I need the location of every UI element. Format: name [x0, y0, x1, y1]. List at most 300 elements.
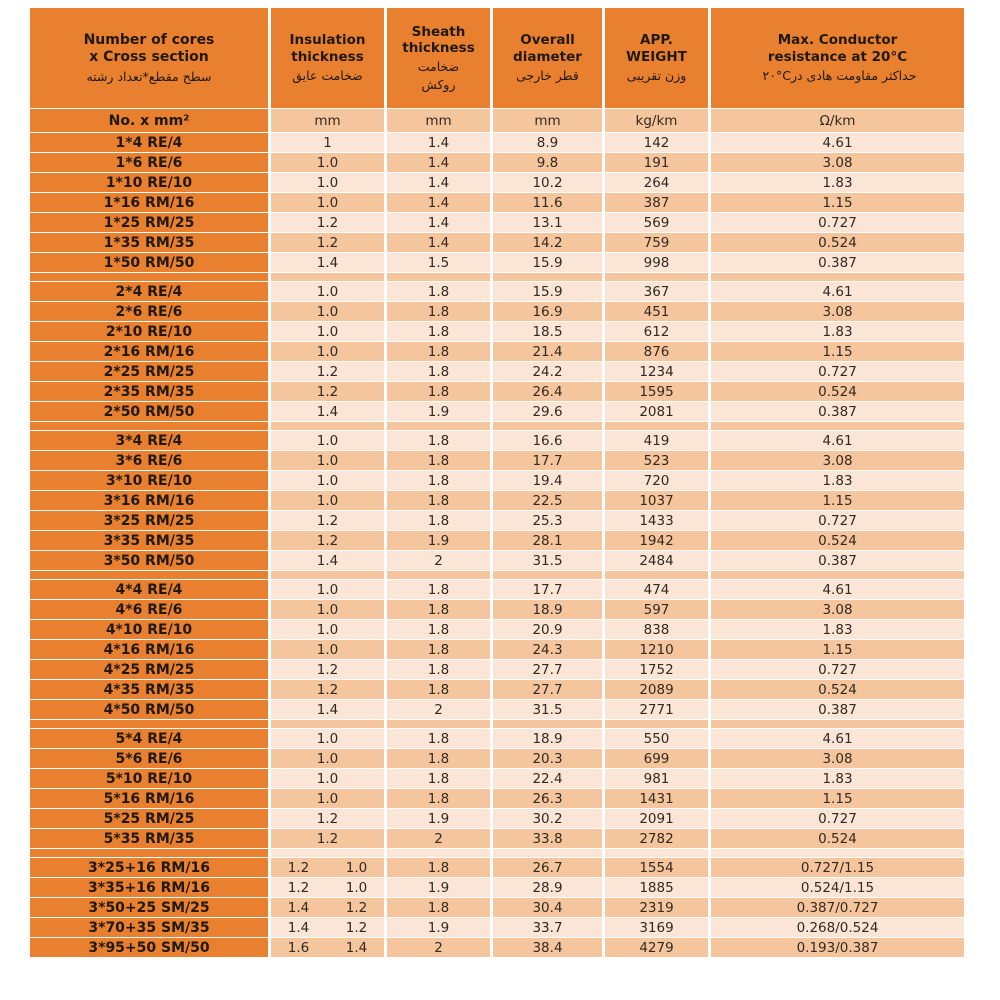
- column-header-4: [493, 8, 602, 108]
- resistance-value: 4.61: [711, 133, 964, 152]
- diameter-value: 15.9: [493, 253, 602, 272]
- resistance-value: 0.727: [711, 213, 964, 232]
- sheath-value: 1.8: [387, 431, 490, 450]
- weight-value: 550: [605, 729, 708, 748]
- resistance-value: 0.727/1.15: [711, 858, 964, 877]
- insulation-split-cell: [271, 938, 384, 957]
- group-spacer-row: [30, 273, 964, 281]
- cable-row: [30, 173, 964, 192]
- header-persian-label: حداکثر مقاومت هادی در ٢٠°C: [758, 68, 917, 84]
- resistance-value: 3.08: [711, 451, 964, 470]
- insulation-value: 1.0: [271, 302, 384, 321]
- cable-row: [30, 402, 964, 421]
- sheath-value: 1.9: [387, 531, 490, 550]
- cable-row: [30, 878, 964, 897]
- cable-row: [30, 829, 964, 848]
- spacer-cell: [30, 273, 268, 281]
- cable-row: [30, 858, 964, 877]
- insulation-value: 1.0: [271, 451, 384, 470]
- sheath-value: 1.4: [387, 153, 490, 172]
- sheath-value: 1.9: [387, 402, 490, 421]
- weight-value: 876: [605, 342, 708, 361]
- resistance-value: 3.08: [711, 153, 964, 172]
- resistance-value: 0.524: [711, 829, 964, 848]
- cable-name-cell: 5*35 RM/35: [30, 829, 268, 848]
- header-persian-label: سطح مقطع*تعداد رشته: [86, 68, 212, 84]
- cable-name-cell: 5*4 RE/4: [30, 729, 268, 748]
- diameter-value: 19.4: [493, 471, 602, 490]
- resistance-value: 4.61: [711, 282, 964, 301]
- weight-value: 759: [605, 233, 708, 252]
- diameter-value: 30.4: [493, 898, 602, 917]
- header-english-label: Number of cores: [83, 31, 215, 48]
- sheath-value: 2: [387, 938, 490, 957]
- sheath-value: 1.9: [387, 918, 490, 937]
- cable-name-cell: 3*10 RE/10: [30, 471, 268, 490]
- weight-value: 191: [605, 153, 708, 172]
- cable-row: [30, 640, 964, 659]
- sheath-value: 1.8: [387, 511, 490, 530]
- diameter-value: 27.7: [493, 680, 602, 699]
- weight-value: 981: [605, 769, 708, 788]
- weight-value: 1885: [605, 878, 708, 897]
- spacer-cell: [711, 273, 964, 281]
- insulation-value: 1.0: [271, 431, 384, 450]
- cable-row: [30, 809, 964, 828]
- weight-value: 264: [605, 173, 708, 192]
- insulation-value: 1.0: [271, 789, 384, 808]
- resistance-value: 0.387: [711, 253, 964, 272]
- insulation-value: 1.0: [271, 322, 384, 341]
- sheath-value: 1.4: [387, 193, 490, 212]
- header-persian-label: ضخامت: [417, 59, 460, 75]
- diameter-value: 18.5: [493, 322, 602, 341]
- weight-value: 2771: [605, 700, 708, 719]
- sheath-value: 1.8: [387, 322, 490, 341]
- diameter-value: 18.9: [493, 729, 602, 748]
- cable-name-cell: 2*50 RM/50: [30, 402, 268, 421]
- sheath-value: 2: [387, 700, 490, 719]
- insulation-split-cell: [271, 898, 384, 917]
- cable-row: [30, 322, 964, 341]
- header-english-label: Sheath: [411, 23, 466, 40]
- cable-row: [30, 133, 964, 152]
- diameter-value: 20.3: [493, 749, 602, 768]
- header-english-label: x Cross section: [89, 49, 209, 66]
- weight-value: 1433: [605, 511, 708, 530]
- header-english-label: APP.: [640, 32, 673, 49]
- spacer-cell: [711, 849, 964, 857]
- cable-row: [30, 362, 964, 381]
- cable-name-cell: 1*35 RM/35: [30, 233, 268, 252]
- resistance-value: 0.524/1.15: [711, 878, 964, 897]
- units-row: [30, 109, 964, 132]
- insulation-phase-value: 1.4: [287, 919, 310, 936]
- cable-name-cell: 5*25 RM/25: [30, 809, 268, 828]
- header-persian-label: قطر خارجی: [516, 68, 579, 84]
- cable-name-cell: 3*4 RE/4: [30, 431, 268, 450]
- resistance-value: 4.61: [711, 580, 964, 599]
- cable-name-cell: 1*16 RM/16: [30, 193, 268, 212]
- cable-name-cell: 4*35 RM/35: [30, 680, 268, 699]
- unit-cell-2: mm: [271, 109, 384, 132]
- resistance-value: 0.524: [711, 233, 964, 252]
- cable-name-cell: 2*6 RE/6: [30, 302, 268, 321]
- weight-value: 3169: [605, 918, 708, 937]
- cable-row: [30, 342, 964, 361]
- insulation-value: 1.2: [271, 660, 384, 679]
- cable-row: [30, 531, 964, 550]
- resistance-value: 1.15: [711, 491, 964, 510]
- sheath-value: 1.8: [387, 858, 490, 877]
- spacer-cell: [387, 571, 490, 579]
- spacer-cell: [711, 422, 964, 430]
- diameter-value: 21.4: [493, 342, 602, 361]
- cable-name-cell: 1*6 RE/6: [30, 153, 268, 172]
- resistance-value: 0.727: [711, 809, 964, 828]
- sheath-value: 1.8: [387, 282, 490, 301]
- cable-name-cell: 2*16 RM/16: [30, 342, 268, 361]
- cable-row: [30, 729, 964, 748]
- weight-value: 1752: [605, 660, 708, 679]
- diameter-value: 17.7: [493, 580, 602, 599]
- diameter-value: 26.3: [493, 789, 602, 808]
- insulation-neutral-value: 1.4: [345, 939, 368, 956]
- sheath-value: 1.8: [387, 600, 490, 619]
- insulation-value: 1.4: [271, 700, 384, 719]
- insulation-phase-value: 1.2: [287, 859, 310, 876]
- insulation-split-cell: [271, 878, 384, 897]
- column-header-5: [605, 8, 708, 108]
- insulation-value: 1.2: [271, 213, 384, 232]
- cable-row: [30, 302, 964, 321]
- diameter-value: 13.1: [493, 213, 602, 232]
- weight-value: 474: [605, 580, 708, 599]
- weight-value: 387: [605, 193, 708, 212]
- insulation-value: 1.4: [271, 402, 384, 421]
- sheath-value: 1.8: [387, 302, 490, 321]
- spacer-cell: [605, 273, 708, 281]
- sheath-value: 1.5: [387, 253, 490, 272]
- weight-value: 2091: [605, 809, 708, 828]
- cable-name-cell: 3*50 RM/50: [30, 551, 268, 570]
- weight-value: 1554: [605, 858, 708, 877]
- insulation-value: 1.0: [271, 342, 384, 361]
- cable-name-cell: 1*50 RM/50: [30, 253, 268, 272]
- insulation-split-cell: [271, 858, 384, 877]
- spacer-cell: [387, 720, 490, 728]
- sheath-value: 1.8: [387, 769, 490, 788]
- cable-row: [30, 233, 964, 252]
- diameter-value: 16.6: [493, 431, 602, 450]
- weight-value: 1431: [605, 789, 708, 808]
- insulation-value: 1.2: [271, 680, 384, 699]
- cable-row: [30, 551, 964, 570]
- sheath-value: 1.9: [387, 809, 490, 828]
- group-spacer-row: [30, 720, 964, 728]
- unit-cell-3: mm: [387, 109, 490, 132]
- diameter-value: 27.7: [493, 660, 602, 679]
- spacer-cell: [605, 422, 708, 430]
- cable-row: [30, 898, 964, 917]
- sheath-value: 1.9: [387, 878, 490, 897]
- insulation-value: 1.2: [271, 382, 384, 401]
- insulation-value: 1.2: [271, 511, 384, 530]
- cable-name-cell: 3*70+35 SM/35: [30, 918, 268, 937]
- sheath-value: 2: [387, 829, 490, 848]
- resistance-value: 0.524: [711, 680, 964, 699]
- insulation-value: 1.0: [271, 491, 384, 510]
- cable-name-cell: 3*6 RE/6: [30, 451, 268, 470]
- weight-value: 2319: [605, 898, 708, 917]
- unit-cell-6: Ω/km: [711, 109, 964, 132]
- diameter-value: 22.5: [493, 491, 602, 510]
- weight-value: 998: [605, 253, 708, 272]
- spacer-cell: [493, 273, 602, 281]
- spacer-cell: [30, 571, 268, 579]
- spacer-cell: [605, 720, 708, 728]
- weight-value: 1210: [605, 640, 708, 659]
- cable-name-cell: 2*25 RM/25: [30, 362, 268, 381]
- cable-name-cell: 3*50+25 SM/25: [30, 898, 268, 917]
- cable-name-cell: 3*95+50 SM/50: [30, 938, 268, 957]
- weight-value: 1234: [605, 362, 708, 381]
- resistance-value: 1.83: [711, 322, 964, 341]
- group-spacer-row: [30, 422, 964, 430]
- cable-row: [30, 749, 964, 768]
- spacer-cell: [387, 422, 490, 430]
- weight-value: 367: [605, 282, 708, 301]
- insulation-value: 1.0: [271, 173, 384, 192]
- cable-row: [30, 511, 964, 530]
- insulation-value: 1.4: [271, 551, 384, 570]
- cable-name-cell: 1*4 RE/4: [30, 133, 268, 152]
- cable-row: [30, 431, 964, 450]
- insulation-neutral-value: 1.0: [345, 859, 368, 876]
- weight-value: 720: [605, 471, 708, 490]
- spacer-cell: [271, 720, 384, 728]
- cable-row: [30, 451, 964, 470]
- column-header-2: [271, 8, 384, 108]
- header-english-label: Max. Conductor: [777, 32, 898, 49]
- diameter-value: 24.3: [493, 640, 602, 659]
- spacer-cell: [605, 849, 708, 857]
- resistance-value: 0.387: [711, 402, 964, 421]
- spacer-cell: [387, 849, 490, 857]
- resistance-value: 1.15: [711, 640, 964, 659]
- diameter-value: 33.7: [493, 918, 602, 937]
- spacer-cell: [387, 273, 490, 281]
- diameter-value: 10.2: [493, 173, 602, 192]
- diameter-value: 17.7: [493, 451, 602, 470]
- cable-row: [30, 680, 964, 699]
- sheath-value: 1.4: [387, 133, 490, 152]
- sheath-value: 1.8: [387, 789, 490, 808]
- header-english-label: Overall: [520, 32, 575, 49]
- cable-row: [30, 382, 964, 401]
- weight-value: 2089: [605, 680, 708, 699]
- sheath-value: 1.8: [387, 620, 490, 639]
- weight-value: 597: [605, 600, 708, 619]
- insulation-value: 1.2: [271, 809, 384, 828]
- diameter-value: 33.8: [493, 829, 602, 848]
- diameter-value: 11.6: [493, 193, 602, 212]
- resistance-value: 1.15: [711, 342, 964, 361]
- sheath-value: 1.8: [387, 382, 490, 401]
- insulation-value: 1.2: [271, 829, 384, 848]
- spacer-cell: [271, 849, 384, 857]
- insulation-phase-value: 1.4: [287, 899, 310, 916]
- insulation-value: 1.2: [271, 531, 384, 550]
- cable-name-cell: 4*6 RE/6: [30, 600, 268, 619]
- resistance-value: 1.83: [711, 173, 964, 192]
- sheath-value: 1.8: [387, 640, 490, 659]
- cable-row: [30, 938, 964, 957]
- resistance-value: 1.15: [711, 789, 964, 808]
- diameter-value: 8.9: [493, 133, 602, 152]
- weight-value: 1942: [605, 531, 708, 550]
- spacer-cell: [271, 571, 384, 579]
- resistance-value: 1.83: [711, 620, 964, 639]
- insulation-phase-value: 1.2: [287, 879, 310, 896]
- insulation-value: 1.4: [271, 253, 384, 272]
- weight-value: 612: [605, 322, 708, 341]
- diameter-value: 24.2: [493, 362, 602, 381]
- weight-value: 142: [605, 133, 708, 152]
- insulation-value: 1.2: [271, 362, 384, 381]
- insulation-phase-value: 1.6: [287, 939, 310, 956]
- header-english-label: diameter: [513, 49, 582, 66]
- unit-cell-5: kg/km: [605, 109, 708, 132]
- spacer-cell: [271, 273, 384, 281]
- column-header-3: [387, 8, 490, 108]
- insulation-value: 1.0: [271, 620, 384, 639]
- table-header-row: [30, 8, 964, 108]
- resistance-value: 0.387: [711, 700, 964, 719]
- header-english-label: Insulation: [289, 32, 366, 49]
- insulation-value: 1: [271, 133, 384, 152]
- weight-value: 2782: [605, 829, 708, 848]
- resistance-value: 3.08: [711, 600, 964, 619]
- resistance-value: 0.524: [711, 531, 964, 550]
- header-persian-label: وزن تقریبی: [626, 68, 687, 84]
- resistance-value: 0.524: [711, 382, 964, 401]
- resistance-value: 1.15: [711, 193, 964, 212]
- weight-value: 419: [605, 431, 708, 450]
- diameter-value: 16.9: [493, 302, 602, 321]
- cable-name-cell: 5*16 RM/16: [30, 789, 268, 808]
- cable-row: [30, 213, 964, 232]
- column-header-6: [711, 8, 964, 108]
- resistance-value: 0.387/0.727: [711, 898, 964, 917]
- insulation-neutral-value: 1.0: [345, 879, 368, 896]
- resistance-value: 1.83: [711, 769, 964, 788]
- cable-name-cell: 1*10 RE/10: [30, 173, 268, 192]
- unit-cell-1: No. x mm²: [30, 109, 268, 132]
- weight-value: 2081: [605, 402, 708, 421]
- spacer-cell: [711, 720, 964, 728]
- sheath-value: 1.8: [387, 898, 490, 917]
- spacer-cell: [605, 571, 708, 579]
- cable-name-cell: 1*25 RM/25: [30, 213, 268, 232]
- group-spacer-row: [30, 849, 964, 857]
- spacer-cell: [271, 422, 384, 430]
- insulation-neutral-value: 1.2: [345, 919, 368, 936]
- cable-row: [30, 471, 964, 490]
- resistance-value: 0.193/0.387: [711, 938, 964, 957]
- insulation-value: 1.0: [271, 580, 384, 599]
- insulation-neutral-value: 1.2: [345, 899, 368, 916]
- sheath-value: 1.4: [387, 213, 490, 232]
- insulation-value: 1.0: [271, 153, 384, 172]
- diameter-value: 18.9: [493, 600, 602, 619]
- spacer-cell: [30, 849, 268, 857]
- header-english-label: thickness: [291, 49, 364, 66]
- spacer-cell: [493, 571, 602, 579]
- diameter-value: 31.5: [493, 700, 602, 719]
- insulation-value: 1.2: [271, 233, 384, 252]
- insulation-value: 1.0: [271, 600, 384, 619]
- resistance-value: 0.727: [711, 362, 964, 381]
- weight-value: 1595: [605, 382, 708, 401]
- weight-value: 699: [605, 749, 708, 768]
- cable-name-cell: 4*25 RM/25: [30, 660, 268, 679]
- diameter-value: 29.6: [493, 402, 602, 421]
- sheath-value: 1.8: [387, 660, 490, 679]
- spacer-cell: [493, 849, 602, 857]
- resistance-value: 0.727: [711, 511, 964, 530]
- cable-name-cell: 2*10 RE/10: [30, 322, 268, 341]
- header-english-label: resistance at 20°C: [767, 49, 908, 66]
- diameter-value: 20.9: [493, 620, 602, 639]
- diameter-value: 26.4: [493, 382, 602, 401]
- resistance-value: 4.61: [711, 729, 964, 748]
- diameter-value: 31.5: [493, 551, 602, 570]
- weight-value: 1037: [605, 491, 708, 510]
- diameter-value: 28.9: [493, 878, 602, 897]
- insulation-value: 1.0: [271, 471, 384, 490]
- weight-value: 2484: [605, 551, 708, 570]
- cable-name-cell: 3*25 RM/25: [30, 511, 268, 530]
- sheath-value: 1.8: [387, 362, 490, 381]
- sheath-value: 1.8: [387, 729, 490, 748]
- header-persian-label: ضخامت عایق: [292, 68, 363, 84]
- cable-row: [30, 660, 964, 679]
- weight-value: 838: [605, 620, 708, 639]
- diameter-value: 22.4: [493, 769, 602, 788]
- weight-value: 4279: [605, 938, 708, 957]
- sheath-value: 1.8: [387, 749, 490, 768]
- cable-name-cell: 5*6 RE/6: [30, 749, 268, 768]
- group-spacer-row: [30, 571, 964, 579]
- spacer-cell: [711, 571, 964, 579]
- cable-name-cell: 3*35+16 RM/16: [30, 878, 268, 897]
- cable-row: [30, 620, 964, 639]
- resistance-value: 1.83: [711, 471, 964, 490]
- diameter-value: 26.7: [493, 858, 602, 877]
- diameter-value: 38.4: [493, 938, 602, 957]
- sheath-value: 1.8: [387, 471, 490, 490]
- header-english-label: WEIGHT: [626, 49, 687, 66]
- spacer-cell: [493, 720, 602, 728]
- cable-row: [30, 193, 964, 212]
- spacer-cell: [30, 720, 268, 728]
- diameter-value: 9.8: [493, 153, 602, 172]
- cable-row: [30, 491, 964, 510]
- resistance-value: 0.727: [711, 660, 964, 679]
- weight-value: 523: [605, 451, 708, 470]
- insulation-split-cell: [271, 918, 384, 937]
